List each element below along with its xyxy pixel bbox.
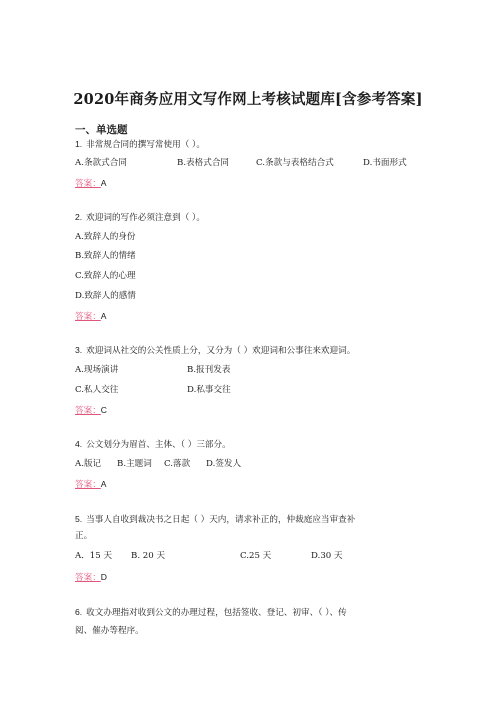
section-heading: 一、单选题 <box>75 124 128 136</box>
question-text: 公文划分为眉首、主体、（ ）三部分。 <box>86 440 231 450</box>
option-d: D.书面形式 <box>363 158 407 168</box>
question-number: 2. <box>75 212 83 222</box>
answer-value: D <box>100 572 108 582</box>
answer-value: A <box>100 311 107 321</box>
answer-4 <box>75 478 107 491</box>
option-a: A.版记 <box>75 459 102 469</box>
answer-label: 答案： <box>75 179 101 189</box>
question-text: 非常规合同的撰写常使用（ ）。 <box>86 140 205 150</box>
question-number: 3. <box>75 345 83 355</box>
option-b: B.致辞人的情绪 <box>75 251 136 261</box>
question-5-continued: 正。 <box>75 531 93 541</box>
question-number: 6. <box>75 607 83 617</box>
answer-value: A <box>100 479 107 489</box>
answer-5 <box>75 571 107 584</box>
answer-label: 答案： <box>75 573 101 583</box>
question-text: 当事人自收到裁决书之日起（ ）天内，请求补正的，仲裁庭应当审查补 <box>86 515 356 525</box>
option-d: D.致辞人的感情 <box>75 291 136 301</box>
question-text: 欢迎词的写作必须注意到（ ）。 <box>86 213 205 223</box>
option-c: C.落款 <box>164 459 191 469</box>
question-2 <box>75 211 205 224</box>
question-text: 收文办理指对收到公文的办理过程，包括签收、登记、初审、（ ）、传 <box>86 608 347 618</box>
answer-label: 答案： <box>75 312 101 322</box>
option-b: B. 20 天 <box>131 551 166 561</box>
option-c: C.25 天 <box>240 551 272 561</box>
answer-2 <box>75 310 107 323</box>
option-d: D.签发人 <box>206 459 242 469</box>
option-b: B.主题词 <box>117 459 152 469</box>
question-6 <box>75 606 347 619</box>
page-title: 2020年商务应用文写作网上考核试题库[含参考答案] <box>73 91 423 108</box>
option-d: D.私事交往 <box>187 385 231 395</box>
question-number: 1. <box>75 139 83 149</box>
option-b: B.报刊发表 <box>187 365 231 375</box>
answer-value: C <box>100 405 108 415</box>
option-c: C.致辞人的心理 <box>75 271 136 281</box>
option-c: C.私人交往 <box>75 385 119 395</box>
option-a: A.现场演讲 <box>75 365 119 375</box>
option-a: A.致辞人的身份 <box>75 232 136 242</box>
question-1 <box>75 138 205 151</box>
question-text: 欢迎词从社交的公关性质上分，又分为（ ）欢迎词和公事往来欢迎词。 <box>86 346 356 356</box>
answer-label: 答案： <box>75 406 101 416</box>
option-a: A.条款式合同 <box>75 158 127 168</box>
option-c: C.条款与表格结合式 <box>256 158 334 168</box>
option-a: A．15 天 <box>75 551 113 561</box>
option-d: D.30 天 <box>311 551 343 561</box>
answer-1 <box>75 177 107 190</box>
question-number: 5. <box>75 514 83 524</box>
question-number: 4. <box>75 439 83 449</box>
answer-value: A <box>100 178 107 188</box>
question-6-continued: 阅、催办等程序。 <box>75 626 144 636</box>
question-4 <box>75 438 231 451</box>
question-5 <box>75 513 355 526</box>
option-b: B.表格式合同 <box>177 158 230 168</box>
answer-3 <box>75 404 107 417</box>
answer-label: 答案： <box>75 480 101 490</box>
question-3 <box>75 344 355 357</box>
